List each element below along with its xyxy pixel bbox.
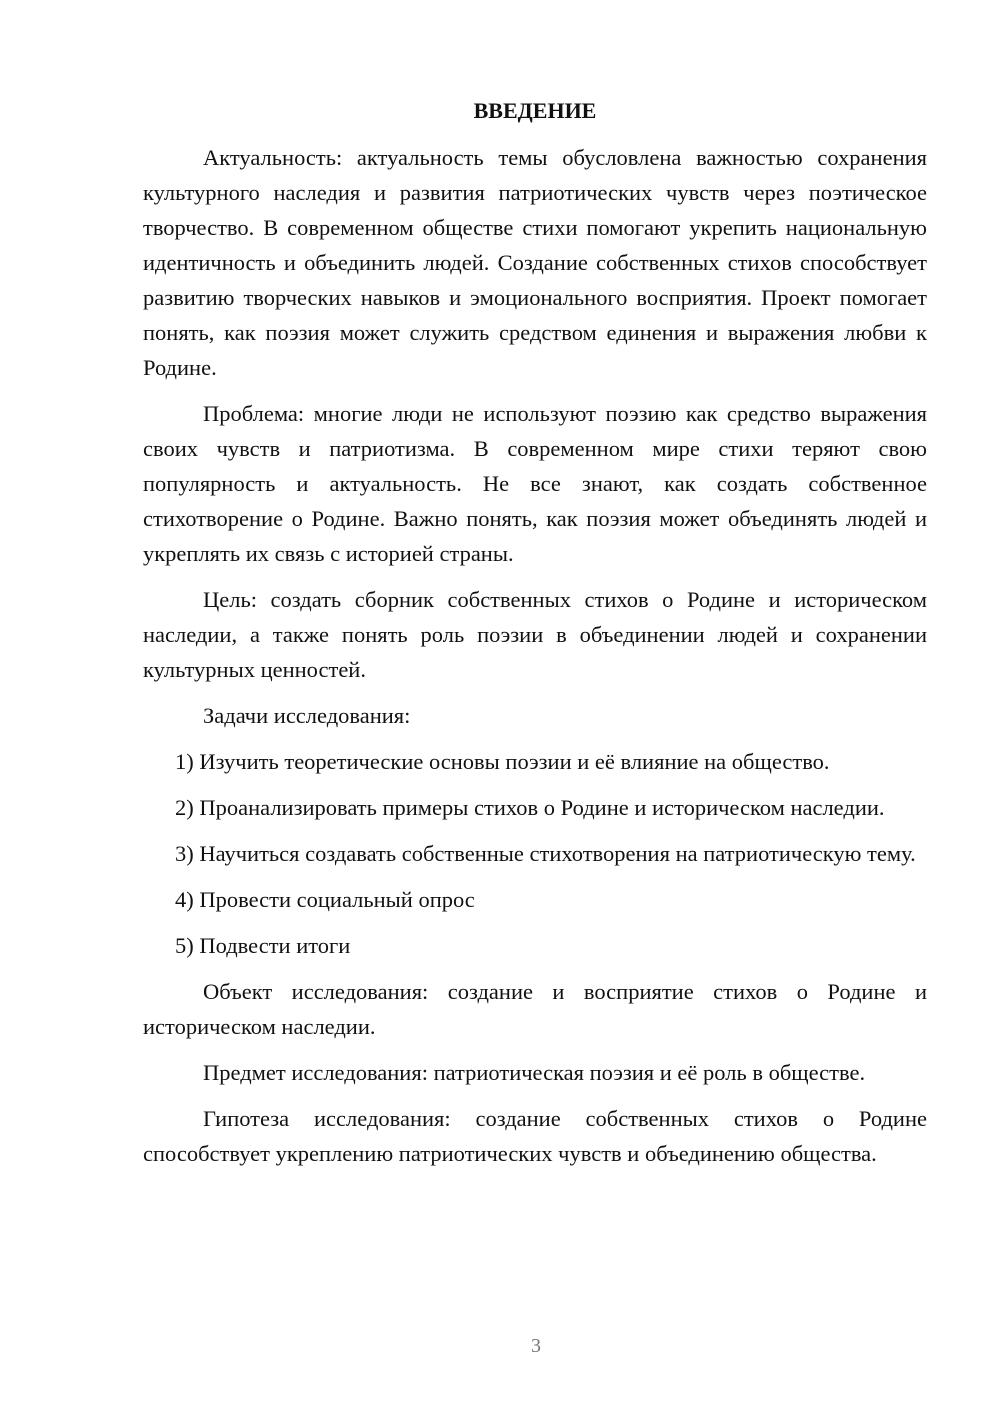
goal-paragraph: Цель: создать сборник собственных стихов о Родине и историческом наследии, а также понять роль поэзии в объединении людей и сохранении культурных ценностей. — [143, 587, 927, 682]
problem-paragraph: Проблема: многие люди не используют поэзию как средство выражения своих чувств и патриотизма. В современном мире стихи теряют свою популярность и актуальность. Не все знают, как создать собственное стихотворение о Родине. Важно понять, как поэзия может объединять людей и укреплять их связь с историей страны. — [143, 401, 927, 566]
hypothesis-paragraph: Гипотеза исследования: создание собственных стихов о Родине способствует укреплению патриотических чувств и объединению общества. — [143, 1106, 927, 1166]
task-item-4: 4) Провести социальный опрос — [175, 887, 475, 912]
page-number: 3 — [531, 1335, 541, 1357]
task-item-1: 1) Изучить теоретические основы поэзии и её влияние на общество. — [175, 749, 830, 774]
task-item-3: 3) Научиться создавать собственные стихотворения на патриотическую тему. — [175, 841, 916, 866]
relevance-paragraph: Актуальность: актуальность темы обусловлена важностью сохранения культурного наследия и развития патриотических чувств через поэтическое творчество. В современном обществе стихи помогают укрепить национальную идентичность и объединить людей. Создание собственных стихов способствует развитию творческих навыков и эмоционального восприятия. Проект помогает понять, как поэзия может служить средством единения и выражения любви к Родине. — [143, 145, 927, 380]
object-paragraph: Объект исследования: создание и восприятие стихов о Родине и историческом наследии. — [143, 979, 927, 1039]
subject-paragraph: Предмет исследования: патриотическая поэзия и её роль в обществе. — [203, 1060, 866, 1085]
page-content — [143, 96, 927, 1171]
section-heading: ВВЕДЕНИЕ — [473, 98, 597, 123]
task-item-5: 5) Подвести итоги — [175, 933, 351, 958]
task-item-2: 2) Проанализировать примеры стихов о Родине и историческом наследии. — [175, 795, 885, 820]
tasks-title: Задачи исследования: — [203, 703, 411, 728]
